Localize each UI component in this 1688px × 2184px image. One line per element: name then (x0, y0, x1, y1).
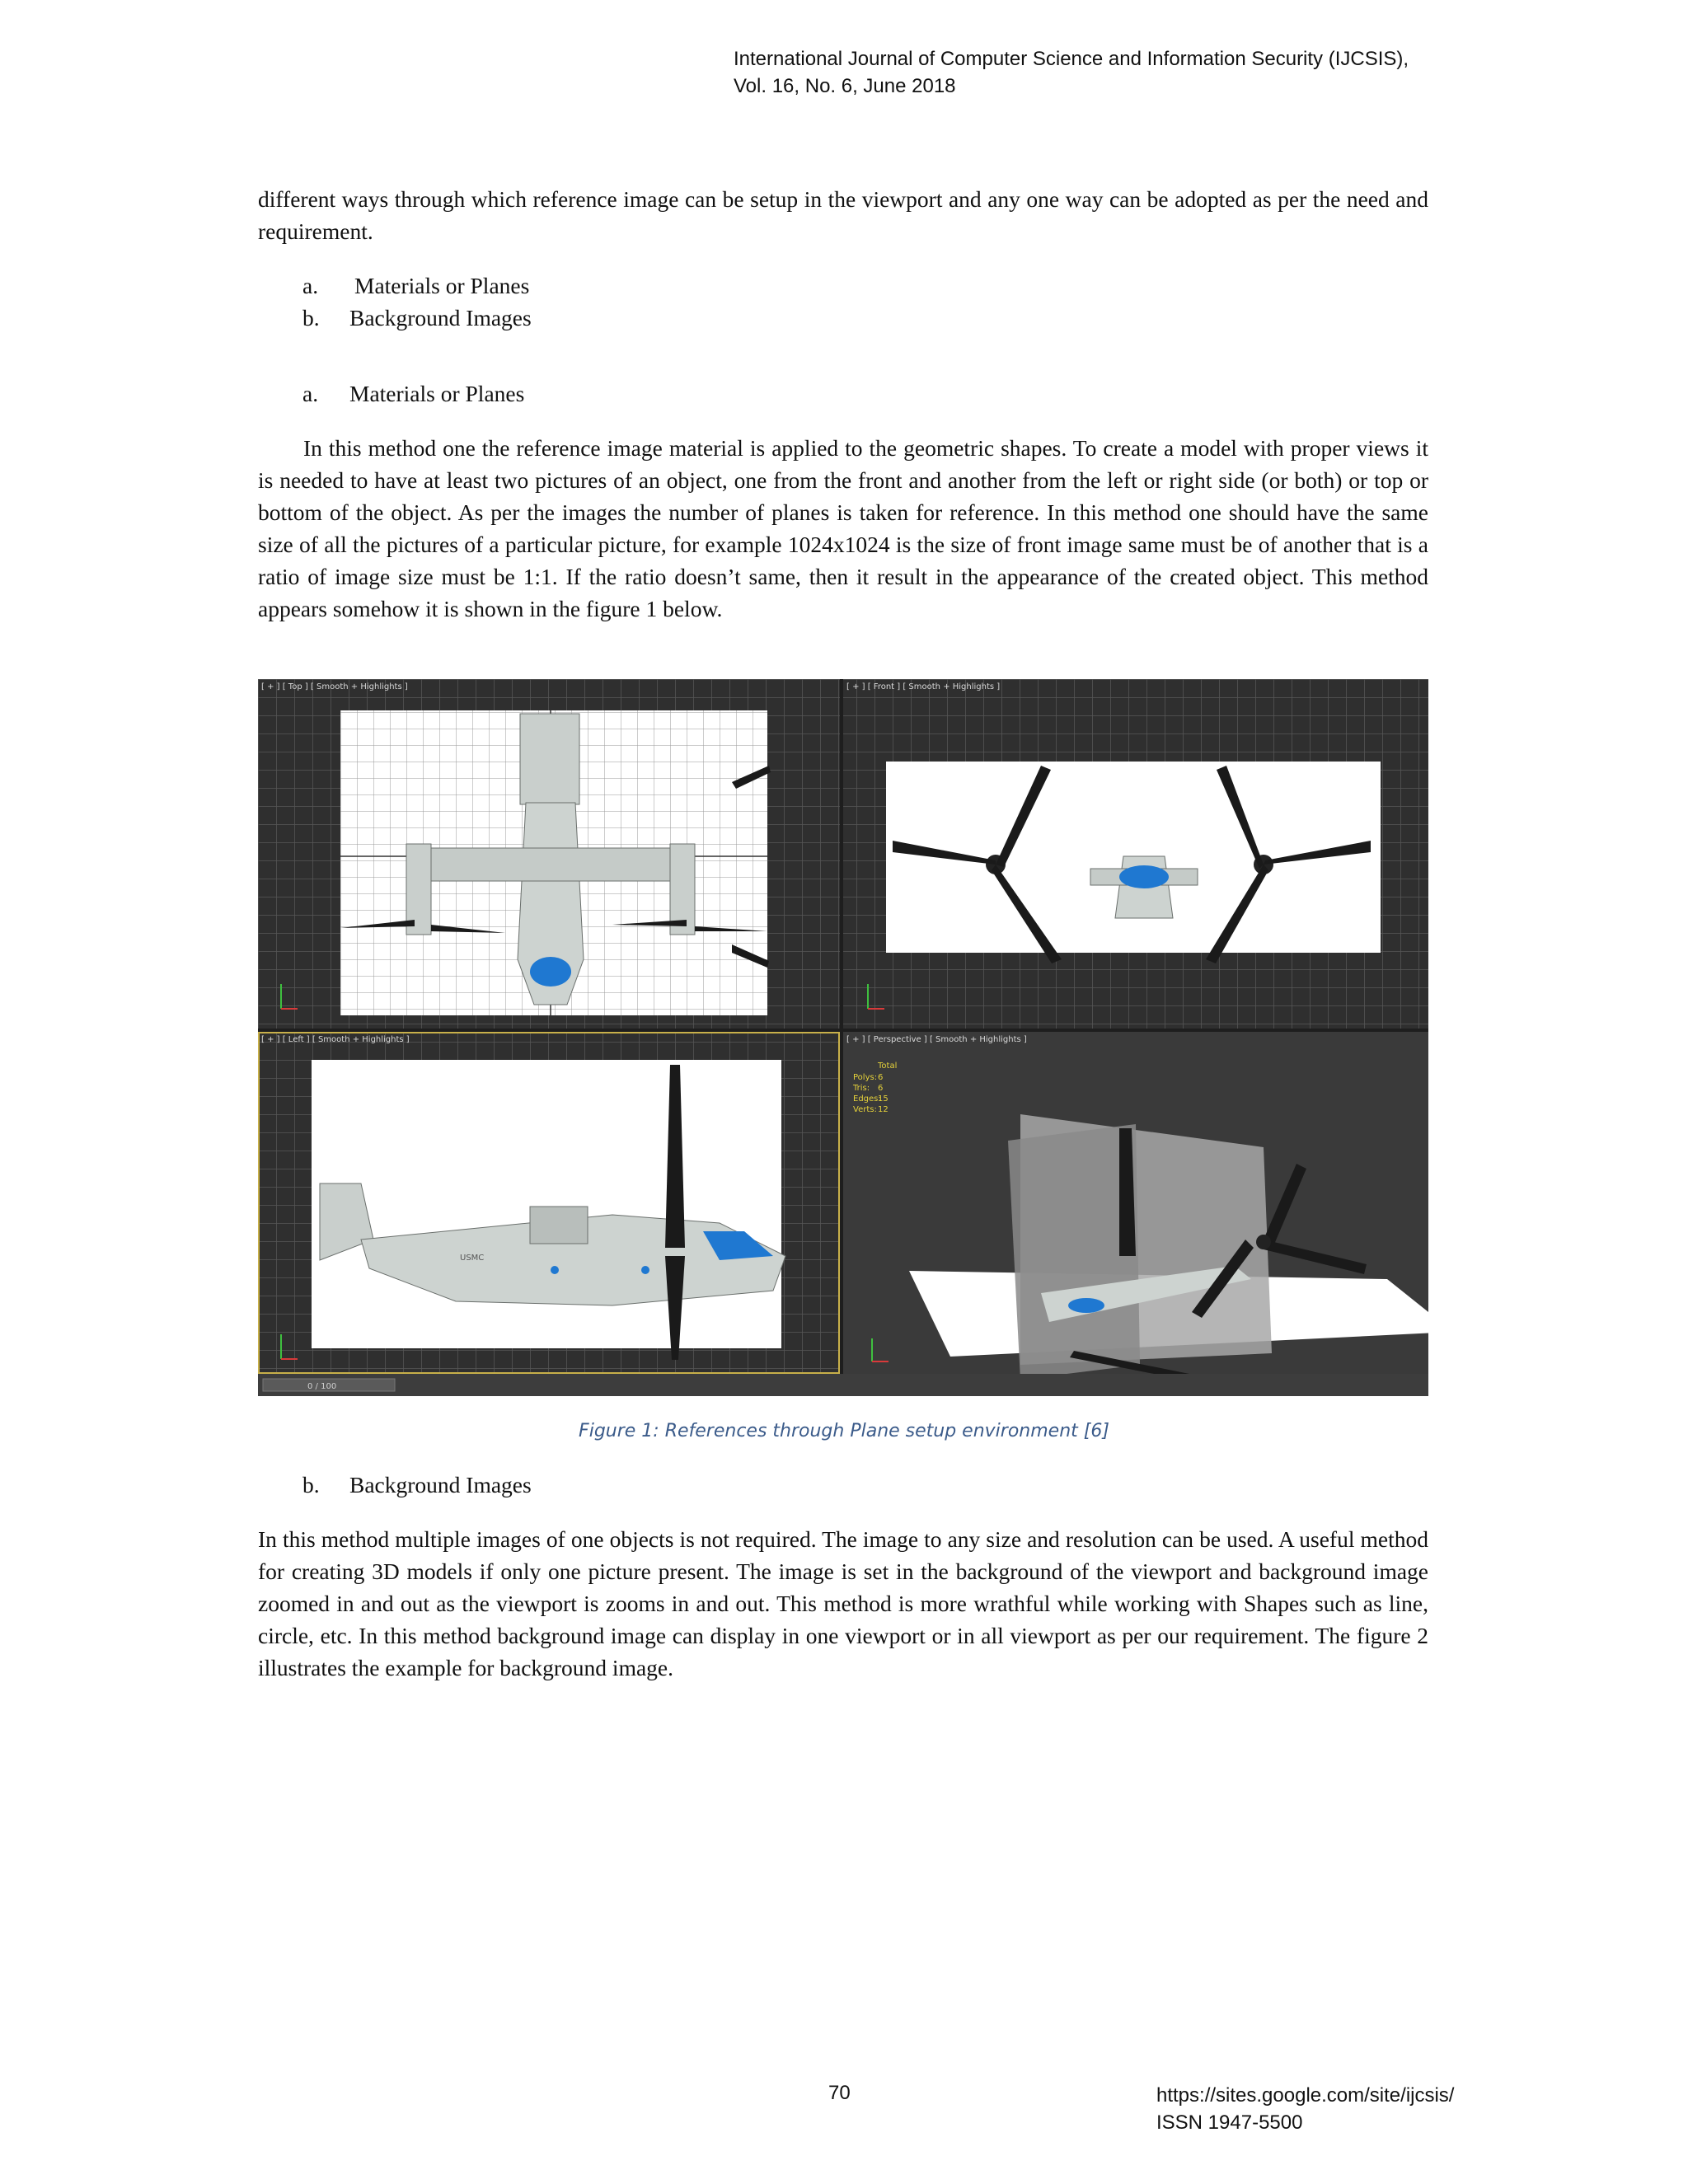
stats-polys-value: 6 (878, 1073, 884, 1082)
figure-caption: Figure 1: References through Plane setup environment [6] (579, 1421, 1109, 1441)
stats-verts-label: Verts: (853, 1105, 877, 1114)
page-number: 70 (828, 2082, 851, 2104)
stats-edges-label: Edges: (853, 1094, 881, 1104)
timeline-slider-label: 0 / 100 (307, 1382, 337, 1391)
running-header (734, 45, 1409, 100)
journal-url: https://sites.google.com/site/ijcsis/ (1156, 2084, 1455, 2107)
viewport-grid-illustration (258, 679, 1428, 1396)
stats-polys-label: Polys: (853, 1073, 878, 1082)
stats-verts-value: 12 (878, 1105, 889, 1114)
section-b-paragraph: In this method multiple images of one objects is not required. The image to any size and resolution can be used. A useful method for creating 3D models if only one picture present. The image is set in the background of the viewport and background image zoomed in and out as the viewport is zooms in and out. This method is more wrathful while working with Shapes such as line, circle, etc. In this method background image can display in one viewport or in all viewport as per our requirement. The figure 2 illustrates the example for background image. (258, 1526, 1428, 1680)
section-a-paragraph: In this method one the reference image material is applied to the geometric shapes. To create a model with proper views it is needed to have at least two pictures of an object, one from the front and another from the left or right side (or both) or top or bottom of the object. As per the images the number of planes is taken for reference. In this method one should have the same size of all the pictures of a particular picture, for example 1024x1024 is the size of front image same must be of another that is a ratio of image size must be 1:1. If the ratio doesn’t same, then it result in the appearance of the created object. This method appears somehow it is shown in the figure 1 below. (258, 435, 1428, 621)
figure-1 (258, 679, 1428, 1396)
viewport-front[interactable] (843, 679, 1428, 1029)
list-marker: a. (302, 273, 319, 298)
viewport-label: [ + ] [ Perspective ] [ Smooth + Highlights ] (846, 1035, 1027, 1044)
stats-tris-label: Tris: (853, 1084, 870, 1093)
section-title: Background Images (349, 1472, 532, 1497)
stats-edges-value: 15 (878, 1094, 889, 1104)
timeline-bar[interactable] (258, 1374, 1428, 1396)
section-title: Materials or Planes (349, 381, 525, 406)
stats-tris-value: 6 (878, 1084, 884, 1093)
list-marker: b. (302, 305, 320, 330)
viewport-label: [ + ] [ Top ] [ Smooth + Highlights ] (261, 682, 408, 691)
intro-paragraph: different ways through which reference image can be setup in the viewport and any one way can be adopted as per the need and requirement. (258, 186, 1428, 244)
viewport-top[interactable] (258, 679, 840, 1029)
viewport-label: [ + ] [ Left ] [ Smooth + Highlights ] (261, 1035, 410, 1044)
issn: ISSN 1947-5500 (1156, 2111, 1303, 2134)
journal-volume: Vol. 16, No. 6, June 2018 (734, 75, 956, 97)
viewport-label: [ + ] [ Front ] [ Smooth + Highlights ] (846, 682, 1001, 691)
viewport-left[interactable] (258, 1032, 840, 1374)
list-label: Background Images (349, 305, 532, 330)
list-label: Materials or Planes (354, 273, 530, 298)
fuselage-marking: USMC (460, 1254, 485, 1263)
viewport-perspective[interactable] (843, 1032, 1428, 1396)
section-marker: a. (302, 381, 319, 406)
journal-title: International Journal of Computer Science and Information Security (IJCSIS), (734, 48, 1409, 70)
section-marker: b. (302, 1472, 320, 1497)
footer-info (1156, 2082, 1454, 2136)
stats-total-label: Total (878, 1062, 898, 1071)
